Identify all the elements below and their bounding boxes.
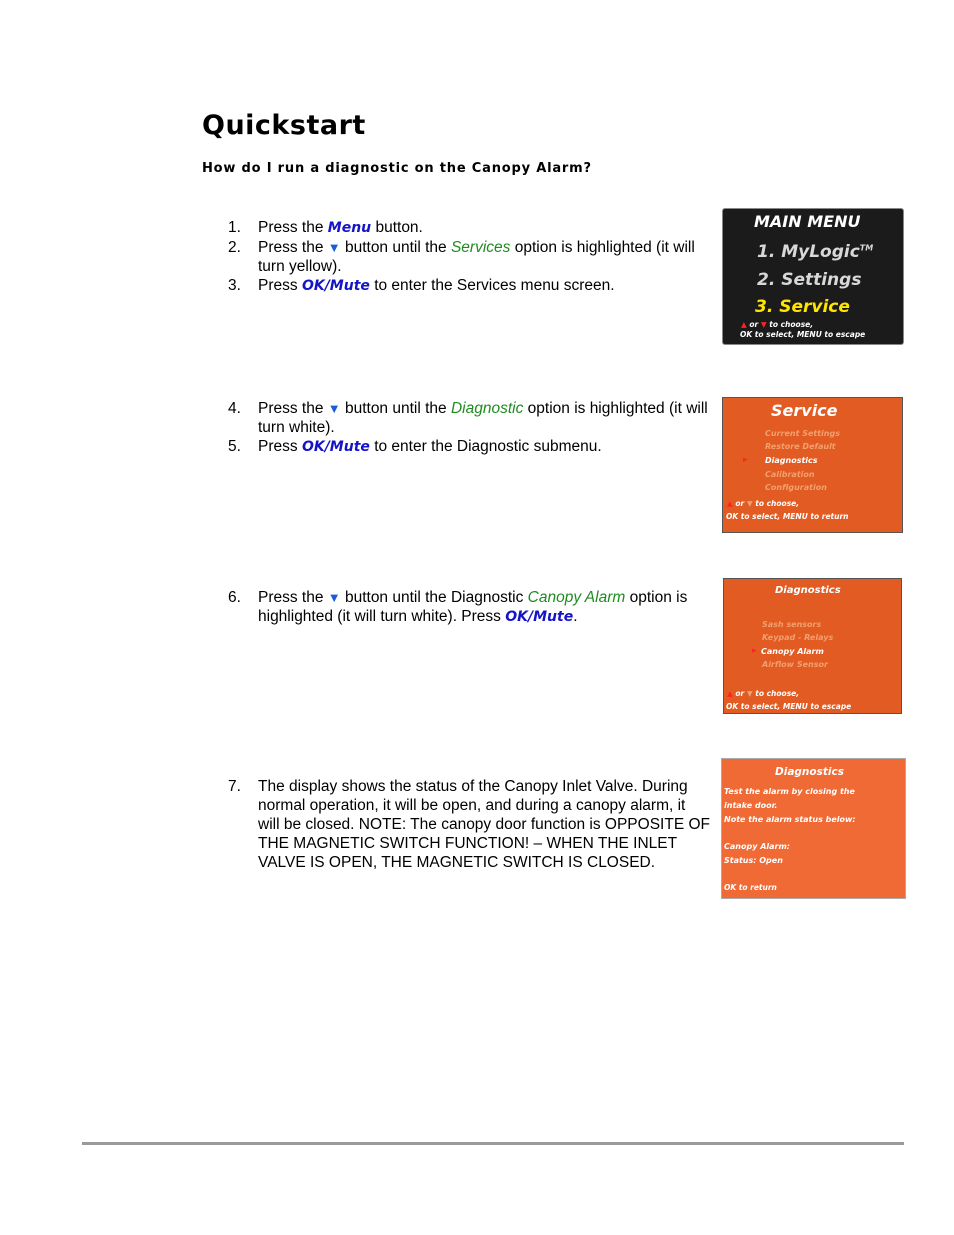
- step-2: [228, 238, 710, 276]
- section-subtitle: How do I run a diagnostic on the Canopy Alarm?: [202, 161, 592, 176]
- canopy-alarm-label: Canopy Alarm:: [724, 842, 790, 851]
- step-1: [228, 218, 710, 238]
- up-arrow-icon: ▲: [727, 689, 733, 698]
- down-arrow-icon: ▼: [327, 240, 341, 255]
- screen-hint: [727, 499, 799, 508]
- step-text: option is highlighted (it will turn white). Press: [258, 589, 688, 625]
- screen-hint: [741, 320, 813, 329]
- steps-group-1: [228, 218, 710, 296]
- screen-hint-2: OK to select, MENU to return: [726, 512, 849, 521]
- down-arrow-icon: ▼: [746, 499, 753, 508]
- hint-text: to choose,: [766, 320, 814, 329]
- step-4: [228, 399, 710, 437]
- step-7: [228, 777, 710, 872]
- instruction-line: Note the alarm status below:: [724, 815, 856, 824]
- step-5: [228, 437, 710, 457]
- screen-hint-2: OK to select, MENU to escape: [726, 702, 852, 711]
- menu-item-label: 1. MyLogic: [757, 242, 860, 262]
- diag-item-keypad-relays: Keypad - Relays: [762, 633, 834, 642]
- step-text: option is highlighted (it will turn white).: [258, 400, 708, 436]
- step-number: 5.: [228, 438, 241, 455]
- hint-text: or: [732, 499, 747, 508]
- step-text: The display shows the status of the Canopy Inlet Valve. During normal operation, it will be open, and during a canopy alarm, it will be closed. NOTE: The canopy door function is OPPOSITE OF THE MAGNETIC SWITCH FUNCTION! – WHEN THE INLET VALVE IS OPEN, THE MAGNETIC SWITCH IS CLOSED.: [258, 778, 710, 871]
- canopy-alarm-status: Status: Open: [724, 856, 783, 865]
- step-text: Press: [258, 438, 302, 455]
- step-text: option is highlighted (it will turn yellow).: [258, 239, 695, 275]
- screen-title: Service: [771, 401, 838, 420]
- diagnostics-menu-screen: [723, 578, 902, 714]
- footer-divider: [82, 1142, 904, 1145]
- instruction-line: intake door.: [724, 801, 778, 810]
- page-title: Quickstart: [202, 110, 366, 141]
- selection-pointer-icon: ▸: [743, 455, 748, 465]
- down-arrow-icon: ▼: [327, 590, 341, 605]
- diag-item-airflow-sensor: Airflow Sensor: [762, 660, 828, 669]
- selection-pointer-icon: ▸: [752, 646, 757, 656]
- menu-item-settings: 2. Settings: [757, 270, 862, 290]
- up-arrow-icon: ▲: [741, 320, 747, 329]
- ok-mute-label: OK/Mute: [301, 439, 370, 455]
- step-number: 6.: [228, 589, 241, 606]
- screen-title: Diagnostics: [775, 585, 841, 596]
- ok-mute-label: OK/Mute: [505, 609, 574, 625]
- steps-group-3: [228, 588, 710, 627]
- down-arrow-icon: ▼: [746, 689, 753, 698]
- diagnostic-option-label: Diagnostic: [450, 400, 524, 417]
- step-number: 7.: [228, 778, 241, 795]
- step-text: .: [573, 608, 578, 625]
- step-text: Press the: [258, 589, 328, 606]
- step-number: 3.: [228, 277, 241, 294]
- service-item-current-settings: Current Settings: [765, 429, 840, 438]
- step-number: 1.: [228, 219, 241, 236]
- diag-item-sash-sensors: Sash sensors: [762, 620, 822, 629]
- step-text: to enter the Services menu screen.: [369, 277, 615, 294]
- service-item-configuration: Configuration: [765, 483, 827, 492]
- services-option-label: Services: [450, 239, 511, 256]
- main-menu-screen: [722, 208, 904, 345]
- step-6: [228, 588, 710, 627]
- menu-item-mylogic: [757, 242, 873, 262]
- steps-group-2: [228, 399, 710, 457]
- step-text: Press the: [258, 239, 328, 256]
- hint-text: to choose,: [752, 689, 800, 698]
- step-text: to enter the Diagnostic submenu.: [369, 438, 602, 455]
- step-text: Press the: [258, 400, 328, 417]
- step-text: Press: [258, 277, 302, 294]
- diagnostics-status-screen: [721, 758, 906, 899]
- instruction-line: Test the alarm by closing the: [724, 787, 855, 796]
- ok-mute-label: OK/Mute: [301, 278, 370, 294]
- screen-hint: [727, 689, 799, 698]
- screen-hint: OK to return: [724, 883, 777, 892]
- step-text: Press the: [258, 219, 328, 236]
- down-arrow-icon: ▼: [760, 320, 767, 329]
- diag-item-canopy-alarm: Canopy Alarm: [761, 647, 824, 656]
- up-arrow-icon: ▲: [727, 499, 733, 508]
- menu-button-label: Menu: [327, 220, 372, 236]
- step-text: button until the: [340, 239, 451, 256]
- service-item-restore-default: Restore Default: [765, 442, 836, 451]
- screen-title: MAIN MENU: [754, 212, 861, 231]
- step-number: 4.: [228, 400, 241, 417]
- down-arrow-icon: ▼: [327, 401, 341, 416]
- service-item-calibration: Calibration: [765, 470, 815, 479]
- step-number: 2.: [228, 239, 241, 256]
- service-item-diagnostics: Diagnostics: [765, 456, 818, 465]
- trademark: TM: [859, 243, 874, 253]
- hint-text: or: [732, 689, 747, 698]
- step-text: button until the Diagnostic: [340, 589, 528, 606]
- hint-text: or: [746, 320, 761, 329]
- step-3: [228, 276, 710, 296]
- service-screen: [722, 397, 903, 533]
- step-text: button.: [371, 219, 423, 236]
- step-text: button until the: [340, 400, 451, 417]
- steps-group-4: [228, 777, 710, 872]
- menu-item-service: 3. Service: [755, 297, 850, 317]
- screen-hint-2: OK to select, MENU to escape: [740, 330, 866, 339]
- screen-title: Diagnostics: [775, 766, 844, 778]
- canopy-alarm-option-label: Canopy Alarm: [527, 589, 626, 606]
- hint-text: to choose,: [752, 499, 800, 508]
